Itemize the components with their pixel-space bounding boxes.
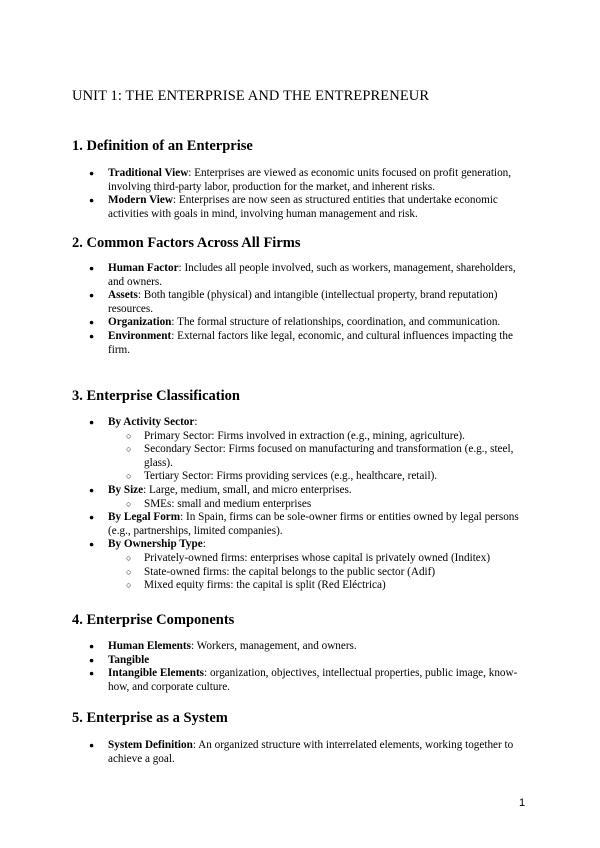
section-classification xyxy=(0,387,600,593)
sub-list-item: ○ SMEs: small and medium enterprises xyxy=(108,498,520,512)
section-heading: 1. Definition of an Enterprise xyxy=(72,138,253,154)
list-item xyxy=(0,538,600,592)
sub-list-item: ○ Tertiary Sector: Firms providing services (e.g., healthcare, retail). xyxy=(108,470,520,484)
bullet-list xyxy=(0,416,600,593)
item-term: Intangible Elements xyxy=(108,667,205,680)
section-heading: 4. Enterprise Components xyxy=(72,612,235,628)
item-text: : Includes all people involved, such as workers, management, shareholders, and owners. xyxy=(108,262,516,288)
item-term: By Ownership Type xyxy=(108,538,203,551)
sub-list-item: ○ Privately-owned firms: enterprises whose capital is privately owned (Inditex) xyxy=(108,552,520,566)
item-term: Organization xyxy=(108,316,172,329)
bullet-list xyxy=(0,167,600,221)
section-heading: 5. Enterprise as a System xyxy=(72,710,228,726)
section-components xyxy=(0,611,600,694)
item-text: : Enterprises are viewed as economic units focused on profit generation, involving third-party labor, production for the market, and inherent risks. xyxy=(108,167,512,193)
list-item xyxy=(0,416,600,484)
section-definition xyxy=(0,137,600,221)
page-number: 1 xyxy=(519,797,526,809)
section-heading: 3. Enterprise Classification xyxy=(72,388,240,404)
list-item xyxy=(0,194,600,221)
list-item xyxy=(0,316,600,330)
item-text: : An organized structure with interrelated elements, working together to achieve a goal. xyxy=(108,739,514,765)
item-term: By Activity Sector xyxy=(108,416,195,428)
bullet-list xyxy=(0,262,600,357)
sub-list-item: ○ Mixed equity firms: the capital is split (Red Eléctrica) xyxy=(108,579,520,593)
item-term: Tangible xyxy=(108,653,150,666)
item-text: : Both tangible (physical) and intangible (intellectual property, brand reputation) resources. xyxy=(108,289,498,315)
list-item xyxy=(0,330,600,357)
sub-list-item: ○ Primary Sector: Firms involved in extraction (e.g., mining, agriculture). xyxy=(108,430,520,444)
sub-list-item: ○ Secondary Sector: Firms focused on manufacturing and transformation (e.g., steel, glass). xyxy=(108,443,520,470)
item-text: : The formal structure of relationships, coordination, and communication. xyxy=(171,316,501,329)
item-text: : Enterprises are now seen as structured entities that undertake economic activities with goals in mind, involving human management and risk. xyxy=(108,194,498,220)
item-term: Assets xyxy=(108,289,138,302)
item-text: : organization, objectives, intellectual properties, public image, know-how, and corporate culture. xyxy=(108,667,518,693)
item-text: : Large, medium, small, and micro enterprises. xyxy=(143,483,352,496)
section-common-factors xyxy=(0,234,600,357)
sub-list xyxy=(108,498,520,512)
document-title: UNIT 1: THE ENTERPRISE AND THE ENTREPRENEUR xyxy=(72,88,430,104)
item-text: : xyxy=(194,416,198,428)
list-item xyxy=(0,289,600,316)
item-term: Human Factor xyxy=(108,262,179,274)
sub-list xyxy=(108,430,520,484)
list-item xyxy=(0,640,600,654)
item-text: : Workers, management, and owners. xyxy=(190,640,357,652)
list-item xyxy=(0,667,600,694)
item-term: Modern View xyxy=(108,194,173,207)
item-term: Traditional View xyxy=(108,167,189,179)
item-term: Environment xyxy=(108,329,172,342)
list-item xyxy=(0,262,600,289)
list-item xyxy=(0,654,600,668)
item-term: Human Elements xyxy=(108,640,191,652)
list-item xyxy=(0,739,600,766)
bullet-list xyxy=(0,640,600,694)
item-term: By Legal Form xyxy=(108,511,181,524)
item-text: : xyxy=(202,538,206,551)
item-text: : External factors like legal, economic, and cultural influences impacting the firm. xyxy=(108,329,513,356)
section-heading: 2. Common Factors Across All Firms xyxy=(72,235,301,251)
item-text: : In Spain, firms can be sole-owner firms or entities owned by legal persons (e.g., partnerships, limited companies). xyxy=(108,511,519,537)
list-item xyxy=(0,484,600,511)
list-item xyxy=(0,167,600,194)
section-system xyxy=(0,709,600,766)
sub-list-item: ○ State-owned firms: the capital belongs to the public sector (Adif) xyxy=(108,566,520,580)
sub-list xyxy=(108,552,520,593)
item-term: By Size xyxy=(108,483,144,496)
list-item xyxy=(0,511,600,538)
bullet-list xyxy=(0,739,600,766)
item-term: System Definition xyxy=(108,739,193,751)
